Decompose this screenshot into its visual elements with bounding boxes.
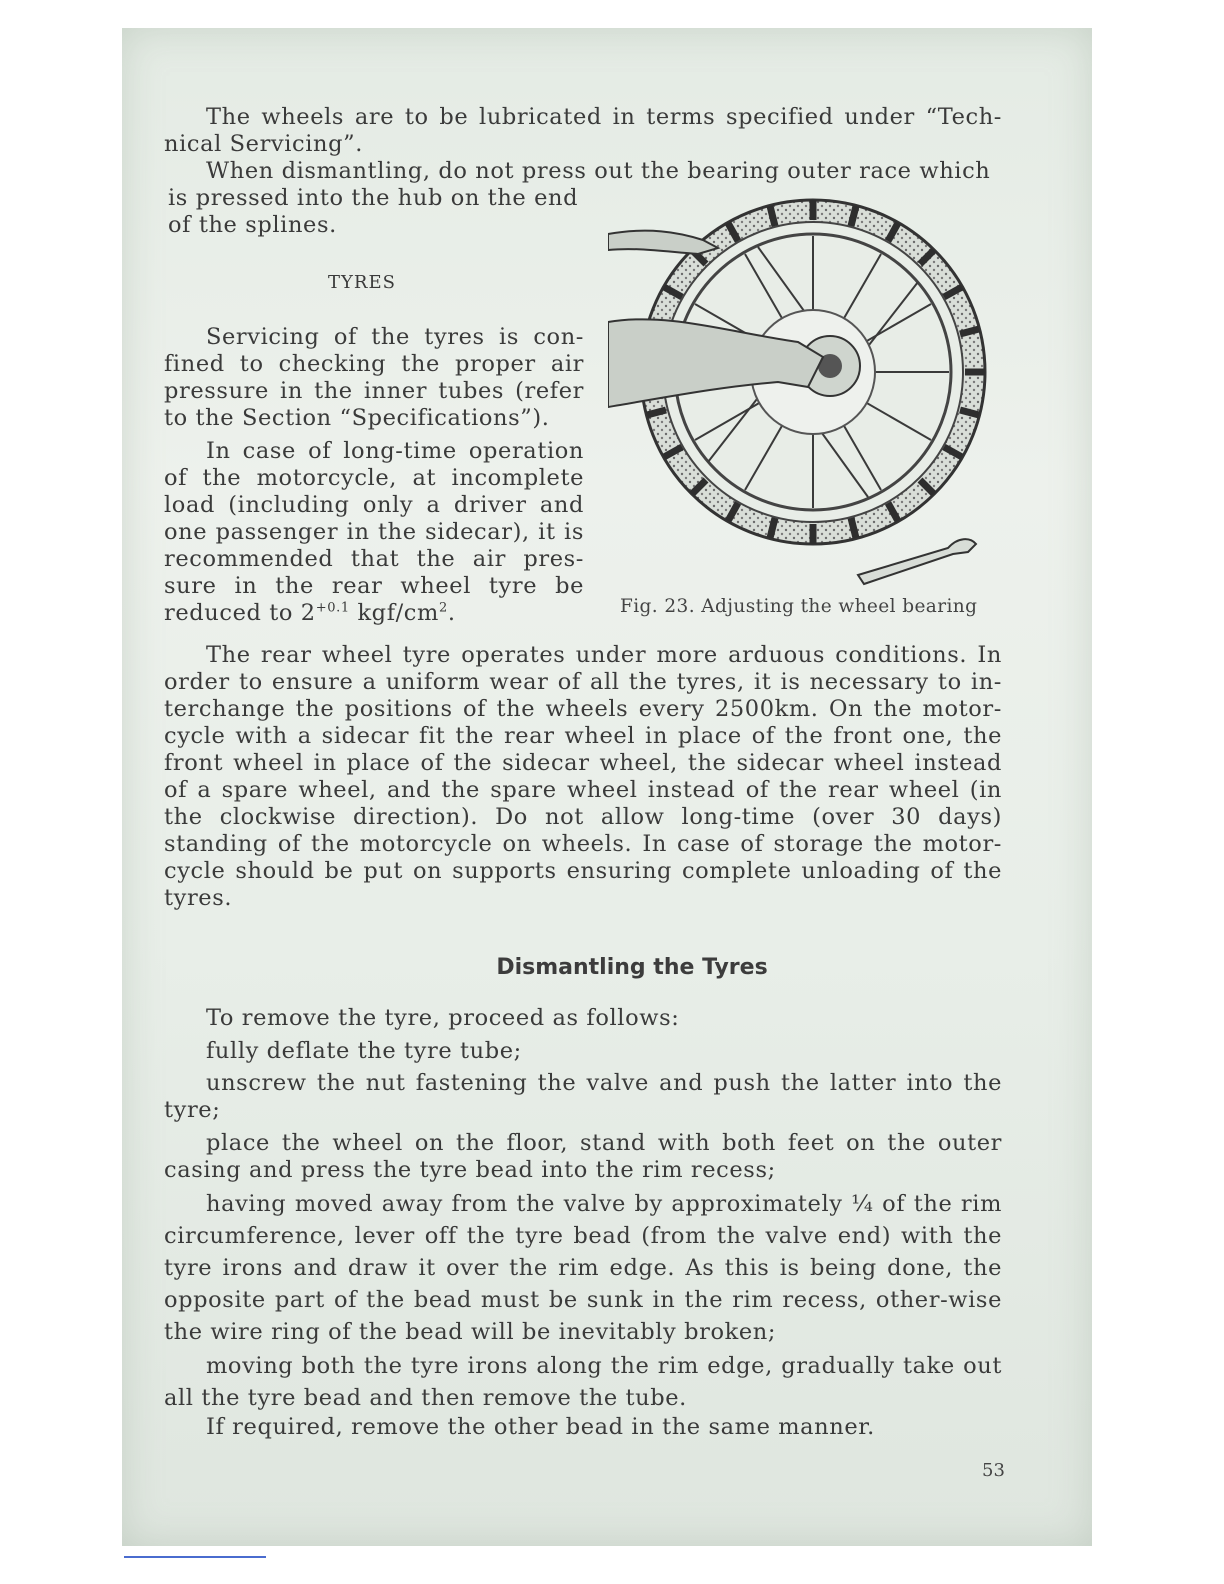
pressure-period: . bbox=[447, 600, 456, 626]
step-valve: unscrew the nut fastening the valve and push the latter into the tyre; bbox=[164, 1070, 1002, 1123]
page-number: 53 bbox=[982, 1460, 1005, 1481]
step-other-bead: If required, remove the other bead in the same manner. bbox=[206, 1414, 875, 1440]
step-remove-tube: moving both the tyre irons along the rim edge, gradually take out all the tyre bead and then remove the tube. bbox=[164, 1353, 1002, 1411]
step-deflate: fully deflate the tyre tube; bbox=[206, 1038, 522, 1064]
pressure-value: 2 bbox=[300, 600, 316, 626]
pressure-unit-exponent: 2 bbox=[438, 600, 448, 616]
step-lever-bead: having moved away from the valve by approximately ¼ of the rim circumference, lever off the tyre bead (from the valve end) with the tyre irons and draw it over the rim edge. As this is being done, the opposite part of the bead must be sunk in the rim recess, other-wise the wire ring of the bead will be inevitably broken; bbox=[164, 1191, 1002, 1345]
link-underline bbox=[124, 1556, 266, 1558]
step-press-bead: place the wheel on the floor, stand with both feet on the outer casing and press the tyre bead into the rim recess; bbox=[164, 1130, 1002, 1183]
air-pressure-text: In case of long-time operation of the motorcycle, at incomplete load (including only a driver and one passenger in the sidecar), it is recommended that the air pres-sure in the rear wheel tyre be reduced to bbox=[164, 438, 584, 626]
section-heading-tyres: TYRES bbox=[328, 272, 396, 293]
paragraph-dismantling-note: When dismantling, do not press out the bearing outer race which bbox=[206, 158, 991, 184]
paragraph-air-pressure bbox=[164, 438, 584, 627]
paragraph-dismantling-note-cont: is pressed into the hub on the end of the splines. bbox=[168, 185, 579, 238]
section-heading-dismantling: Dismantling the Tyres bbox=[496, 955, 768, 980]
paragraph-lubrication: The wheels are to be lubricated in terms specified under “Tech-nical Servicing”. bbox=[164, 104, 1002, 157]
pressure-tolerance: +0.1 bbox=[315, 600, 350, 616]
paragraph-tyre-servicing: Servicing of the tyres is con-fined to checking the proper air pressure in the inner tubes (refer to the Section “Specifications”). bbox=[164, 324, 584, 431]
step-intro: To remove the tyre, proceed as follows: bbox=[206, 1005, 680, 1031]
figure-caption: Fig. 23. Adjusting the wheel bearing bbox=[620, 596, 978, 617]
wheel-illustration bbox=[608, 192, 1008, 592]
paragraph-rear-wheel: The rear wheel tyre operates under more arduous conditions. In order to ensure a uniform wear of all the tyres, it is necessary to in-terchange the positions of the wheels every 2500km. On the motor-cycle with a sidecar fit the rear wheel in place of the front one, the front wheel in place of the sidecar wheel, the sidecar wheel instead of a spare wheel, and the spare wheel instead of the rear wheel (in the clockwise direction). Do not allow long-time (over 30 days) standing of the motorcycle on wheels. In case of storage the motor-cycle should be put on supports ensuring complete unloading of the tyres. bbox=[164, 642, 1002, 911]
pressure-unit: kgf/cm bbox=[357, 600, 439, 626]
